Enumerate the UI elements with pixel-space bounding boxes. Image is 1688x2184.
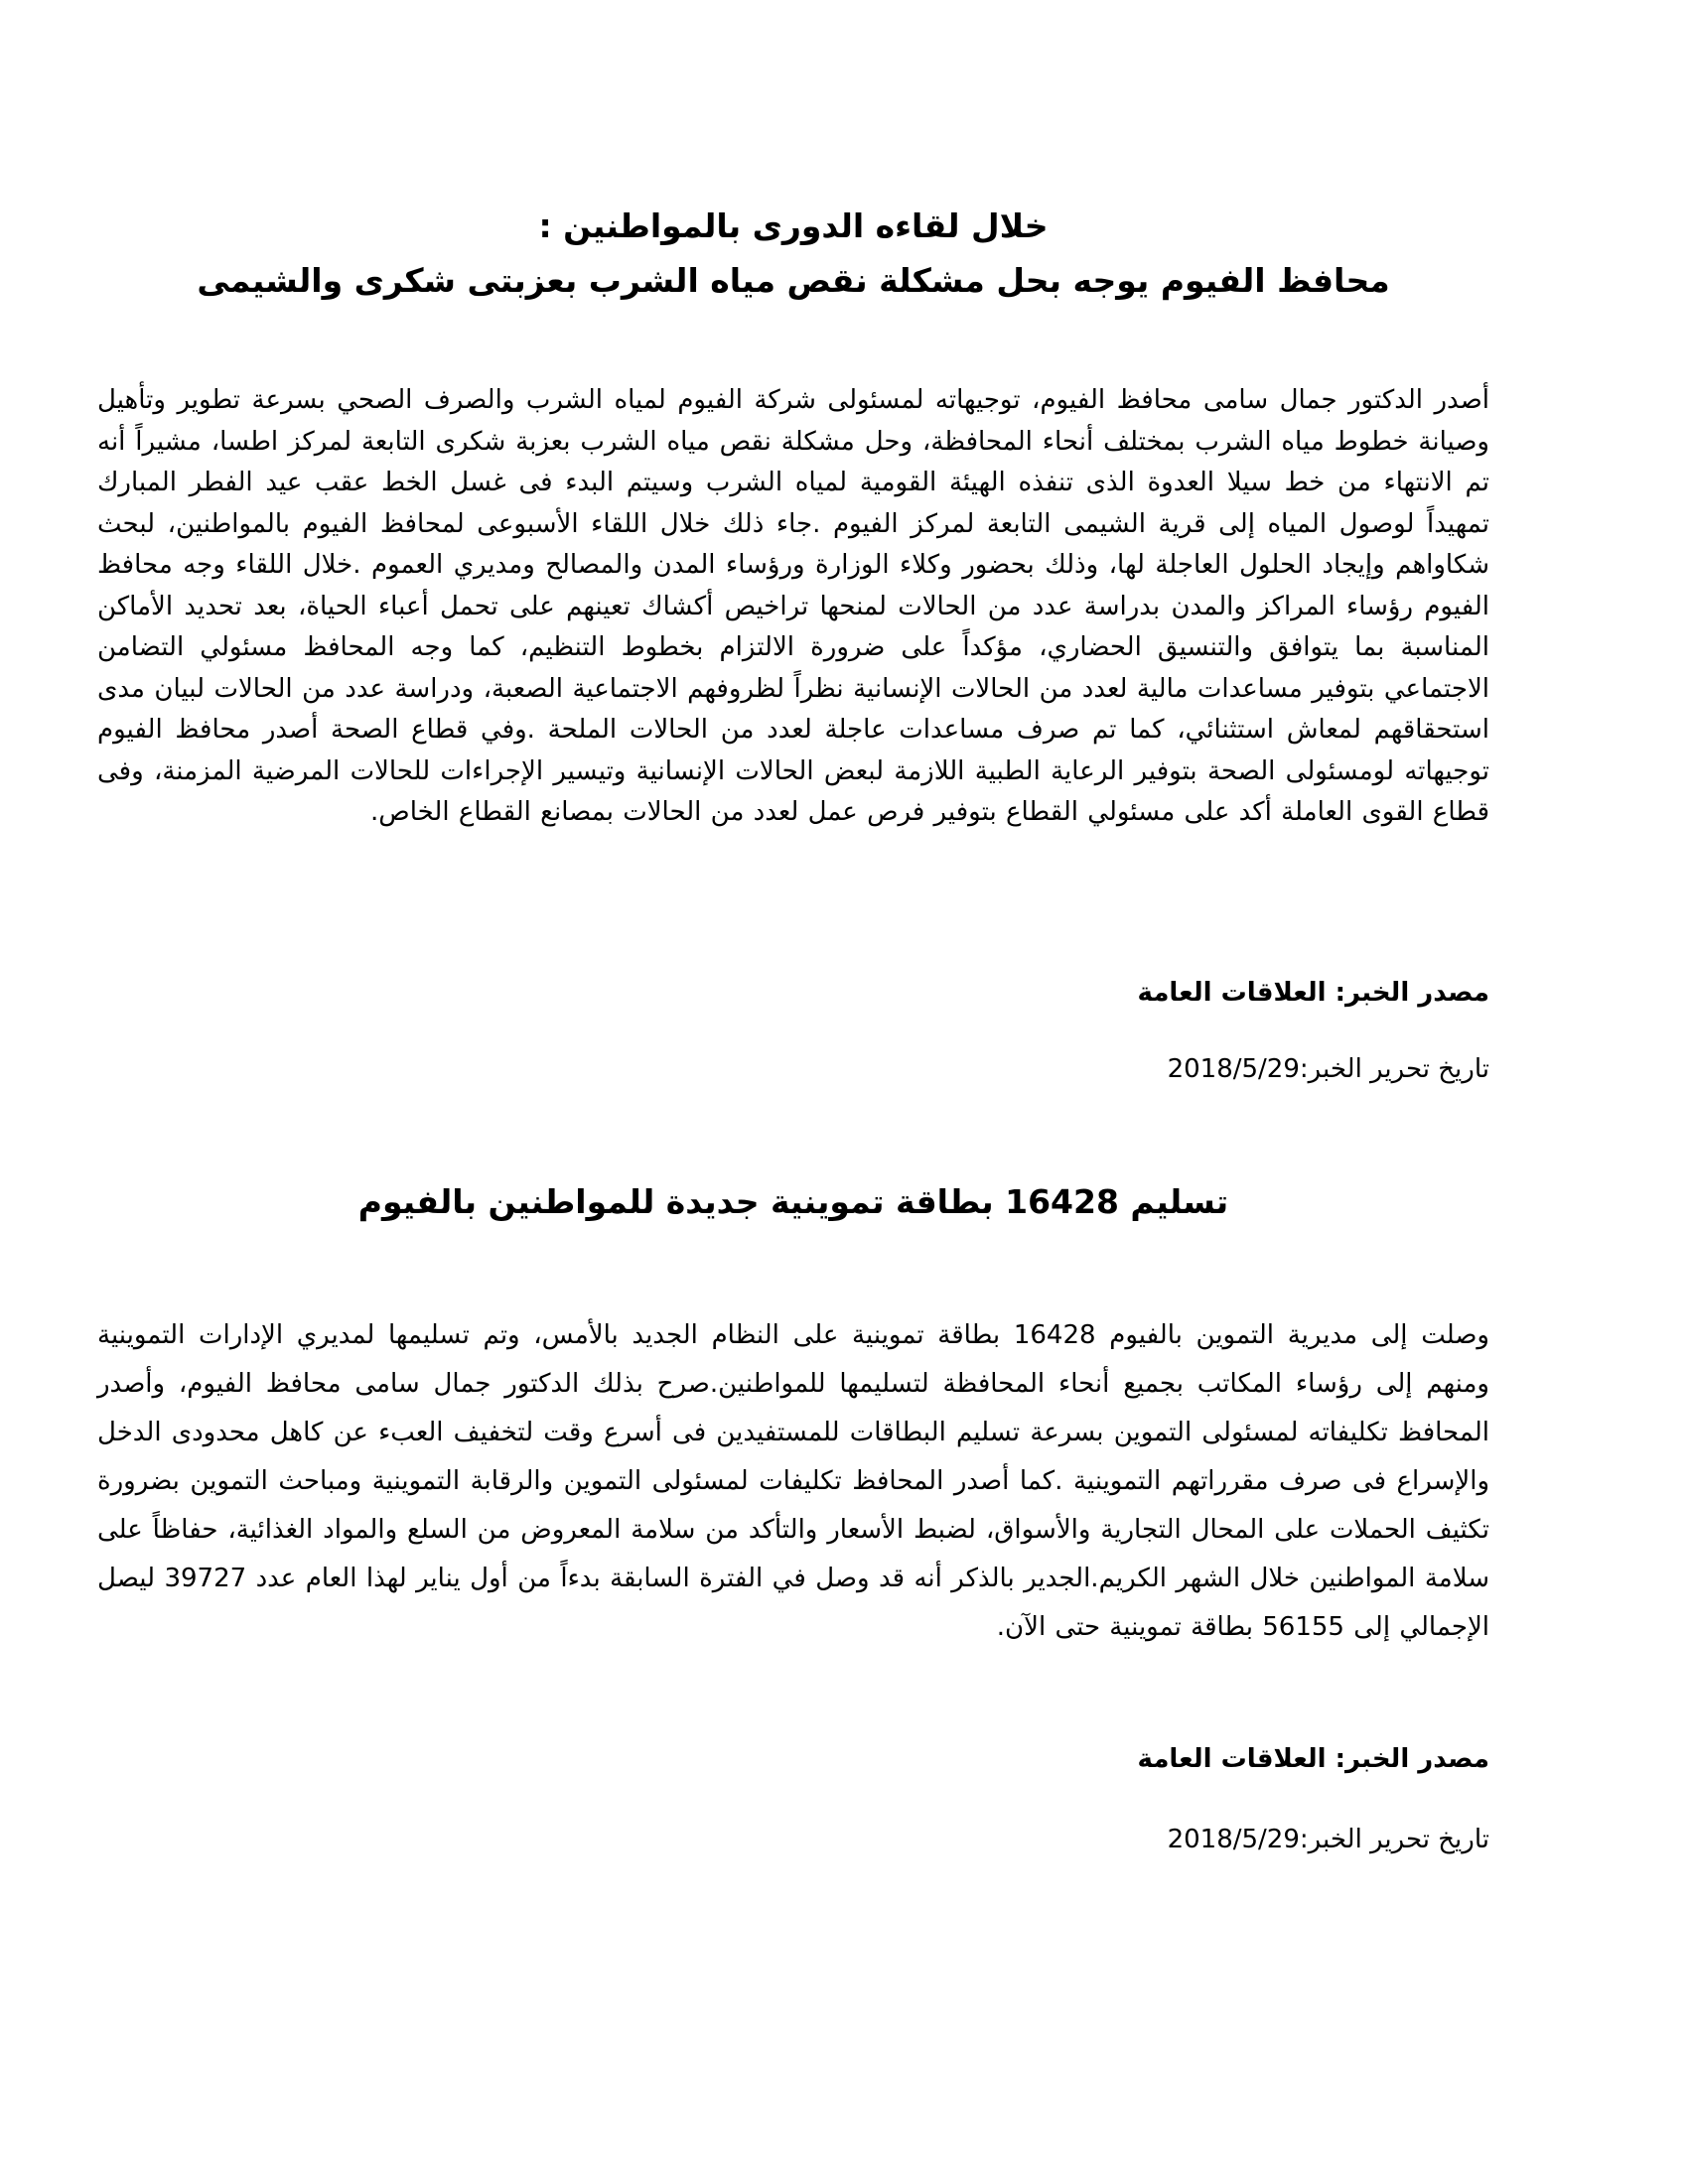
article-1-date	[1168, 1049, 1489, 1089]
article-2-title	[97, 1174, 1489, 1229]
article-1-body: أصدر الدكتور جمال سامى محافظ الفيوم، توجيهاته لمسئولى شركة الفيوم لمياه الشرب والصرف الصحي بسرعة تطوير وتأهيل وصيانة خطوط مياه الشرب بمختلف أنحاء المحافظة، وحل مشكلة نقص مياه الشرب بعزبة شكرى التابعة لمركز اطسا، مشيراً أنه تم الانتهاء من خط سيلا العدوة الذى تنفذه الهيئة القومية لمياه الشرب وسيتم البدء فى غسل الخط عقب عيد الفطر المبارك تمهيداً لوصول المياه إلى قرية الشيمى التابعة لمركز الفيوم .جاء ذلك خلال اللقاء الأسبوعى لمحافظ الفيوم بالمواطنين، لبحث شكاواهم وإيجاد الحلول العاجلة لها، وذلك بحضور وكلاء الوزارة ورؤساء المدن والمصالح ومديري العموم .خلال اللقاء وجه محافظ الفيوم رؤساء المراكز والمدن بدراسة عدد من الحالات لمنحها تراخيص أكشاك تعينهم على تحمل أعباء الحياة، بعد تحديد الأماكن المناسبة بما يتوافق والتنسيق الحضاري، مؤكداً على ضرورة الالتزام بخطوط التنظيم، كما وجه المحافظ مسئولي التضامن الاجتماعي بتوفير مساعدات مالية لعدد من الحالات الإنسانية نظراً لظروفهم الاجتماعية الصعبة، ودراسة عدد من الحالات لبيان مدى استحقاقهم لمعاش استثنائي، كما تم صرف مساعدات عاجلة لعدد من الحالات الملحة .وفي قطاع الصحة أصدر محافظ الفيوم توجيهاته لومسئولى الصحة بتوفير الرعاية الطبية اللازمة لبعض الحالات الإنسانية وتيسير الإجراءات للحالات المرضية المزمنة، وفى قطاع القوى العاملة أكد على مسئولي القطاع بتوفير فرص عمل لعدد من الحالات بمصانع القطاع الخاص.	[97, 385, 1489, 827]
article-2-source	[1138, 1739, 1489, 1779]
article-1-date-label: تاريخ تحرير الخبر:	[1299, 1054, 1489, 1084]
article-2-body: وصلت إلى مديرية التموين بالفيوم 16428 بطاقة تموينية على النظام الجديد بالأمس، وتم تسليمها لمديري الإدارات التموينية ومنهم إلى رؤساء المكاتب بجميع أنحاء المحافظة لتسليمها للمواطنين.صرح بذلك الدكتور جمال سامى محافظ الفيوم، وأصدر المحافظ تكليفاته لمسئولى التموين بسرعة تسليم البطاقات للمستفيدين فى أسرع وقت لتخفيف العبء عن كاهل محدودى الدخل والإسراع فى صرف مقرراتهم التموينية .كما أصدر المحافظ تكليفات لمسئولى التموين والرقابة التموينية ومباحث التموين بضرورة تكثيف الحملات على المحال التجارية والأسواق، لضبط الأسعار والتأكد من سلامة المعروض من السلع والمواد الغذائية، حفاظاً على سلامة المواطنين خلال الشهر الكريم.الجدير بالذكر أنه قد وصل في الفترة السابقة بدءاً من أول يناير لهذا العام عدد 39727 ليصل الإجمالي إلى 56155 بطاقة تموينية حتى الآن.	[97, 1320, 1489, 1642]
article-2-date	[1168, 1820, 1489, 1859]
article-2-date-value: 2018/5/29	[1167, 1825, 1300, 1854]
article-1-date-value: 2018/5/29	[1167, 1054, 1300, 1084]
article-2-date-label: تاريخ تحرير الخبر:	[1299, 1825, 1489, 1854]
article-1-source-label: مصدر الخبر: العلاقات العامة	[1137, 978, 1489, 1008]
document-page	[97, 0, 1489, 2184]
article-2-source-label: مصدر الخبر: العلاقات العامة	[1137, 1744, 1489, 1774]
article-1-title-line-1: خلال لقاءه الدورى بالمواطنين :	[538, 206, 1049, 245]
article-2-title-line-1: تسليم 16428 بطاقة تموينية جديدة للمواطنين بالفيوم	[357, 1182, 1229, 1221]
article-1-source	[1138, 973, 1489, 1013]
article-1-title-line-2: محافظ الفيوم يوجه بحل مشكلة نقص مياه الشرب بعزبتى شكرى والشيمى	[197, 261, 1390, 300]
article-1-title	[97, 199, 1489, 308]
